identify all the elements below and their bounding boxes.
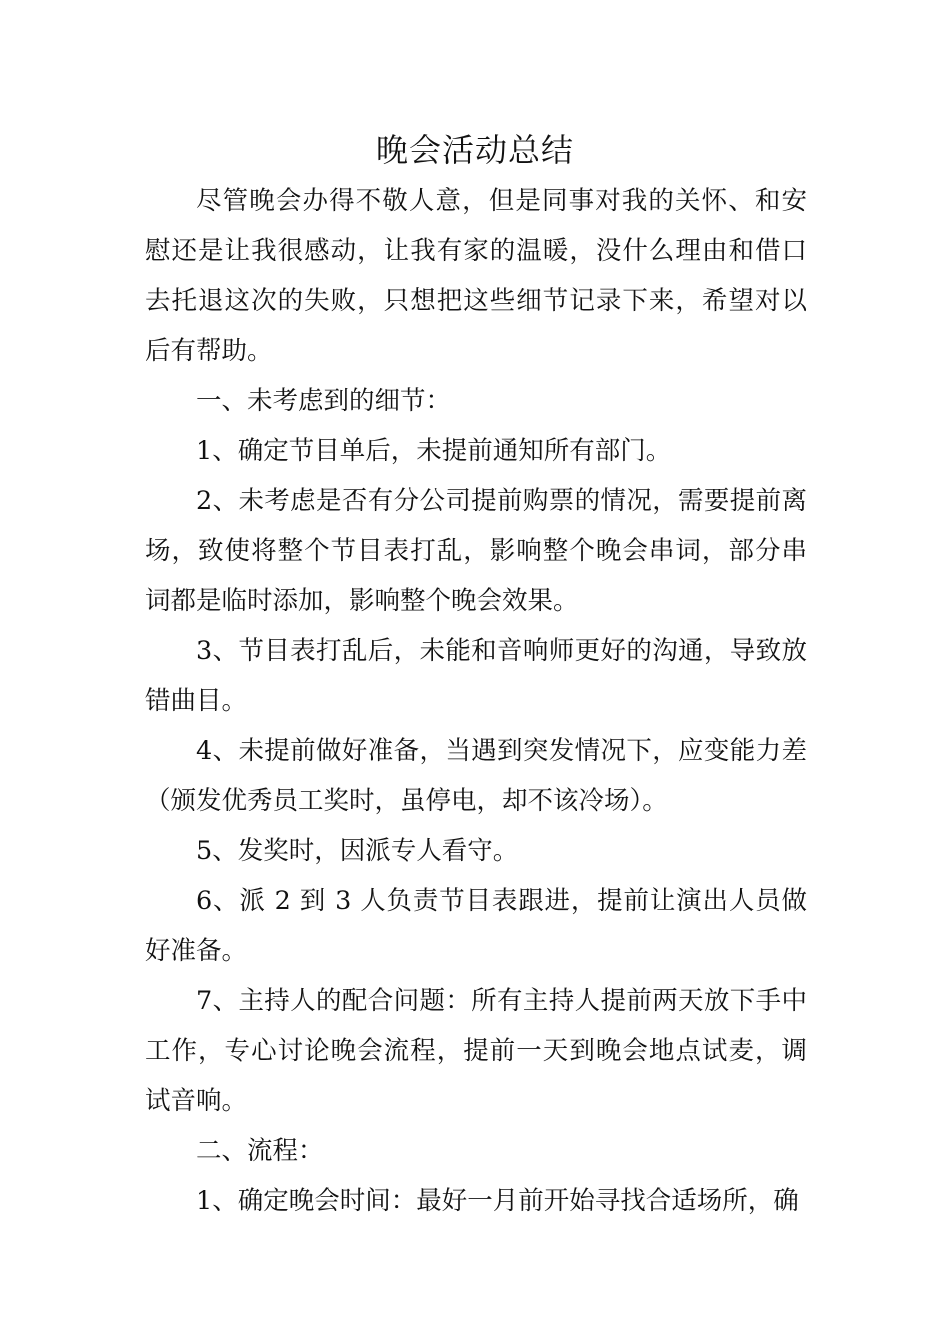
document-body — [145, 176, 807, 1226]
list-item: 1、确定节目单后，未提前通知所有部门。 — [196, 436, 672, 466]
document-title: 晚会活动总结 — [375, 131, 574, 169]
list-item: 3、节目表打乱后，未能和音响师更好的沟通，导致放错曲目。 — [145, 636, 807, 716]
section-heading-process: 二、流程： — [196, 1136, 324, 1166]
section-heading-details: 一、未考虑到的细节： — [196, 386, 452, 416]
list-item: 4、未提前做好准备，当遇到突发情况下，应变能力差（颁发优秀员工奖时，虽停电，却不该冷场）。 — [145, 736, 807, 816]
paragraph-intro: 尽管晚会办得不敬人意，但是同事对我的关怀、和安慰还是让我很感动，让我有家的温暖，没什么理由和借口去托退这次的失败，只想把这些细节记录下来，希望对以后有帮助。 — [145, 186, 807, 366]
list-item: 5、发奖时，因派专人看守。 — [196, 836, 519, 866]
list-item: 6、派 2 到 3 人负责节目表跟进，提前让演出人员做好准备。 — [145, 886, 807, 966]
list-item: 2、未考虑是否有分公司提前购票的情况，需要提前离场，致使将整个节目表打乱，影响整个晚会串词，部分串词都是临时添加，影响整个晚会效果。 — [145, 486, 807, 616]
list-item: 1、确定晚会时间：最好一月前开始寻找合适场所，确 — [196, 1186, 799, 1216]
list-item: 7、主持人的配合问题：所有主持人提前两天放下手中工作，专心讨论晚会流程，提前一天到晚会地点试麦，调试音响。 — [145, 986, 807, 1116]
